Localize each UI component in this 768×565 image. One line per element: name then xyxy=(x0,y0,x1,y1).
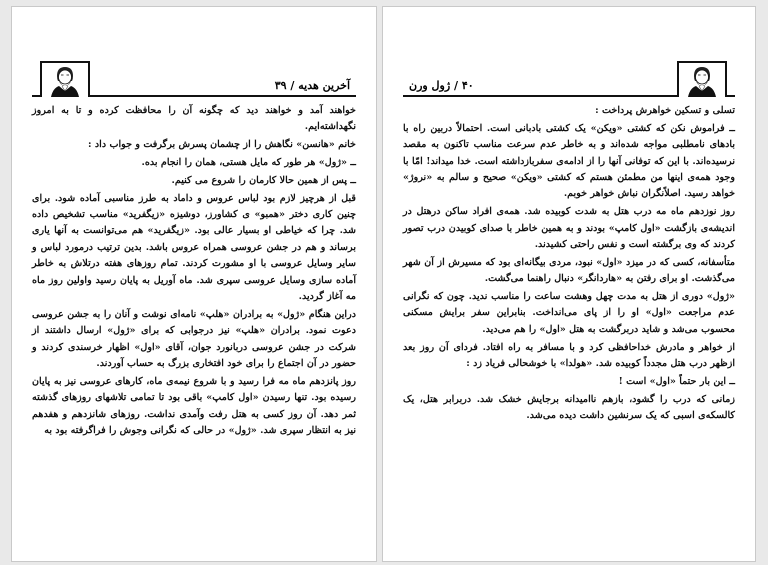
author-portrait-frame xyxy=(40,61,90,97)
page-body xyxy=(32,103,356,441)
paragraph: «ژول» دوری از هتل به مدت چهل وهشت ساعت را مناسب ندید. چون که نگرانی عدم مراجعت «اول» او را از پای می‌انداخت. بنابراین سفر برایش مسکنی محسوب می‌شد و شاید دربرگشت به هتل «اول» را هم می‌دید. xyxy=(403,291,735,335)
paragraph: دراین هنگام «ژول» به برادران «هلپ» نامه‌ای نوشت و آنان را به جشن عروسی دعوت نمود. برادران «هلپ» نیز درجوابی که برای «ژول» ارسال داشتند از شرکت در جشن عروسی دربانورد جوان، آقای «اول» اظهار خرسندی کردند و حضور در آن اجتماع را برای خود افتخاری بزرگ به حساب آوردند. xyxy=(32,308,356,370)
paragraph: روز نوزدهم ماه مه درب هتل به شدت کوبیده شد. همه‌ی افراد ساکن درهتل در اندیشه‌ی بازگشت «اول کامپ» بودند و به همین خاطر با صدای کوبیدن درب تصور کردند که وی برگشته است و نفس راحتی کشیدند. xyxy=(403,206,735,251)
paragraph: خواهند آمد و خواهند دید که چگونه آن را محافظت کرده و تا به امروز نگهداشته‌ایم. xyxy=(32,105,356,133)
paragraph: ــ «ژول» هر طور که مایل هستی، همان را انجام بده. xyxy=(141,157,356,168)
running-header: ۴۰ / ژول ورن xyxy=(409,79,474,92)
paragraph: متأسفانه، کسی که در میزد «اول» نبود، مردی بیگانه‌ای بود که مسیرش از آن شهر می‌گذشت. او برای رفتن به «هاردانگر» دنبال راهنما می‌گشت. xyxy=(403,256,735,285)
author-portrait-icon xyxy=(43,63,87,97)
right-book-page xyxy=(382,6,756,562)
page-header xyxy=(32,55,356,97)
running-header: آخرین هدیه / ۳۹ xyxy=(274,79,350,92)
page-body xyxy=(403,103,735,426)
paragraph: ــ فراموش نکن که کشتی «ویکن» یک کشتی بادبانی است. احتمالاً دربین راه با بادهای نامطلبی مواجه شده‌اند و به خاطر عدم سرعت مناسب تاکنون به مقصد نرسیده‌اند. با این که توفانی آنها را از ادامه‌ی سفربازداشته است. خدا میداند! امّا با وجود همه‌ی اینها من مطمئن هستم که کشتی «ویکن» صحیح و سالم به «نروژ» خواهد رسید. اصلاًنگران نباش خواهر خوبم. xyxy=(403,122,735,200)
page-header xyxy=(403,55,735,97)
paragraph: خانم «هانسن» نگاهش را از چشمان پسرش برگرفت و جواب داد : xyxy=(88,139,356,151)
author-portrait-icon xyxy=(680,63,724,97)
paragraph: قبل از هرچیز لازم بود لباس عروس و داماد به طرز مناسبی آماده شود. برای چنین کاری دختر «همبو» ی کشاورز، دوشیزه «زیگفرید» مناسب تشخیص داده شد. چرا که خیاطی او بسیار عالی بود. «زیگفرید» هم می‌توانست به آنها یاری برساند و هم در جشن عروسی همراه عروس باشد. بدین ترتیب درمورد لباس و سایر وسایل عروسی با او مشورت کردند. تمام روزهای هفته درتلاش به خاطر آماده سازی وسایل عروسی سپری شد. ماه آوریل به پایان رسید واولین روز ماه مه آغاز گردید. xyxy=(32,192,356,303)
paragraph: روز پانزدهم ماه مه فرا رسید و با شروع نیمه‌ی ماه، کارهای عروسی نیز به پایان رسیده بود. تنها رسیدن «اول کامپ» باقی بود تا تمامی تلاشهای روزهای گذشته ثمر دهد. آن روز کسی به هتل رفت وآمدی نداشت. روزهای شانزدهم و هفدهم نیز به انتظار سپری شد. «ژول» در حالی که نگرانی وجوش را فراگرفته بود به xyxy=(32,375,356,437)
paragraph: تسلی و تسکین خواهرش پرداخت : xyxy=(595,105,735,116)
paragraph: ــ این بار حتماً «اول» است ! xyxy=(618,375,735,387)
author-portrait-frame xyxy=(677,61,727,97)
paragraph: ــ پس از همین حالا کارمان را شروع می کنیم. xyxy=(171,174,356,186)
left-book-page xyxy=(11,6,377,562)
paragraph: زمانی که درب را گشود، بازهم ناامیدانه برجایش خشک شد. دربرابر هتل، یک کالسکه‌ی اسبی که یک سرنشین داشت دیده می‌شد. xyxy=(403,393,735,422)
paragraph: از خواهر و مادرش خداحافظی کرد و با مسافر به راه افتاد. فردای آن روز بعد ازظهر درب هتل مجدداً کوبیده شد. «هولدا» با خوشحالی فریاد زد : xyxy=(403,341,735,370)
